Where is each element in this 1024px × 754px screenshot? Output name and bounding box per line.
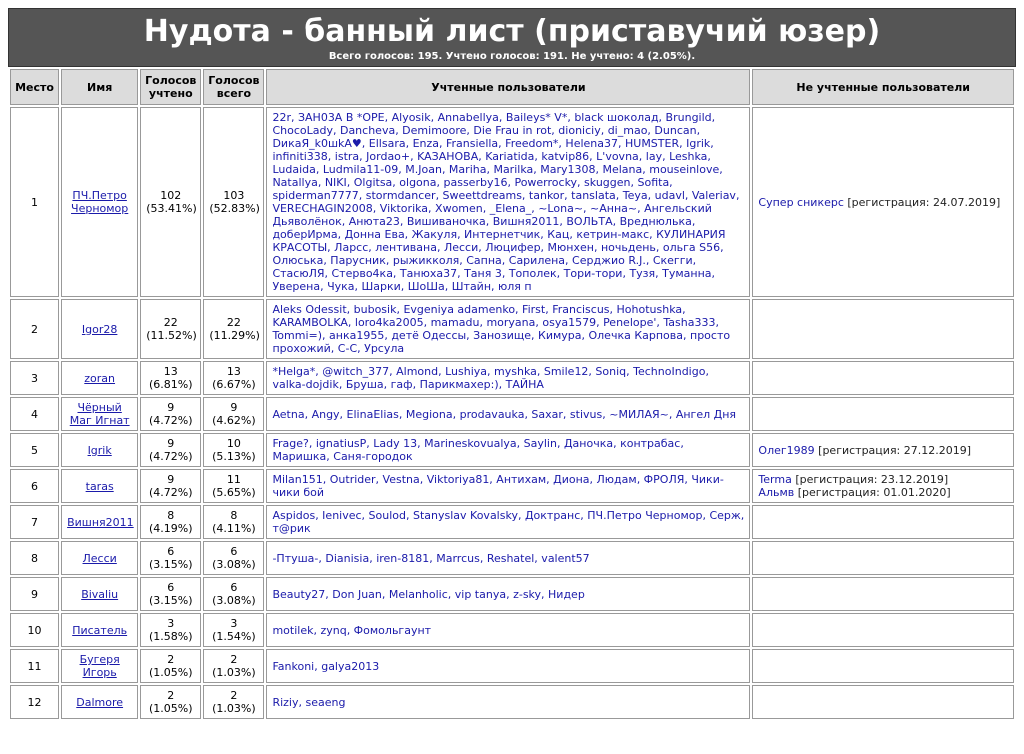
total-value: 2 — [230, 653, 238, 666]
nominee-link[interactable]: Бугеря Игорь — [79, 653, 120, 679]
cell-counted — [140, 505, 201, 539]
cell-total — [203, 299, 264, 359]
registration-date: [регистрация: 24.07.2019] — [843, 195, 1001, 209]
place-value: 10 — [27, 623, 42, 637]
place-value: 3 — [31, 371, 39, 385]
counted-value: 2 — [167, 653, 175, 666]
counted-value: 6 — [167, 545, 175, 558]
nominee-link[interactable]: Dalmore — [76, 695, 124, 709]
place-value: 12 — [27, 695, 42, 709]
cell-place — [10, 361, 59, 395]
cell-name — [61, 361, 138, 395]
total-percent: (6.67%) — [212, 378, 256, 391]
counted-value: 3 — [167, 617, 175, 630]
table-row — [10, 397, 1014, 431]
total-percent: (1.54%) — [212, 630, 256, 643]
cell-place — [10, 469, 59, 503]
cell-counted — [140, 577, 201, 611]
cell-counted — [140, 433, 201, 467]
cell-place — [10, 613, 59, 647]
vote-summary: Всего голосов: 195. Учтено голосов: 191. Не учтено: 4 (2.05%). — [328, 51, 696, 62]
nominee-link[interactable]: Igrik — [87, 443, 112, 457]
total-value: 6 — [230, 581, 238, 594]
total-value: 10 — [226, 437, 241, 450]
total-value: 13 — [226, 365, 241, 378]
cell-counted-users — [266, 541, 750, 575]
results-table — [8, 67, 1016, 721]
cell-counted-users — [266, 469, 750, 503]
counted-users-list[interactable]: Riziy, seaeng — [272, 695, 346, 709]
cell-not-counted-users — [752, 433, 1014, 467]
not-counted-user-link[interactable]: Terma — [758, 473, 792, 486]
table-row — [10, 613, 1014, 647]
counted-percent: (11.52%) — [146, 329, 197, 342]
cell-place — [10, 505, 59, 539]
total-percent: (1.03%) — [212, 666, 256, 679]
counted-users-list[interactable]: Frage?, ignatiusP, Lady 13, Marineskovualya, Saylin, Даночка, контрабас, Маришка, Саня-городок — [272, 437, 684, 463]
cell-total — [203, 577, 264, 611]
cell-total — [203, 107, 264, 297]
table-header-row — [10, 69, 1014, 105]
nominee-link[interactable]: zoran — [84, 371, 116, 385]
nominee-link[interactable]: Лесси — [82, 551, 117, 565]
counted-users-list[interactable]: Aetna, Angy, ElinaElias, Megiona, prodavauka, Saxar, stivus, ~МИЛАЯ~, Ангел Дня — [272, 407, 737, 421]
cell-total — [203, 361, 264, 395]
counted-percent: (1.05%) — [149, 702, 193, 715]
header-counted: Голосов учтено — [140, 69, 201, 105]
counted-value: 9 — [167, 401, 175, 414]
not-counted-user-link[interactable]: Альмв — [758, 486, 795, 499]
cell-not-counted-users — [752, 107, 1014, 297]
registration-date: [регистрация: 23.12.2019] — [791, 473, 949, 486]
cell-counted-users — [266, 613, 750, 647]
counted-users-list[interactable]: *Helga*, @witch_377, Almond, Lushiya, myshka, Smile12, Soniq, TechnoIndigo, valka-dojdik, Бруша, гаф, Парикмахер:), ТАЙНА — [272, 365, 709, 391]
table-row — [10, 469, 1014, 503]
cell-counted — [140, 541, 201, 575]
nominee-link[interactable]: Bivaliu — [81, 587, 119, 601]
table-row — [10, 577, 1014, 611]
total-value: 9 — [230, 401, 238, 414]
cell-name — [61, 685, 138, 719]
cell-name — [61, 649, 138, 683]
cell-total — [203, 505, 264, 539]
total-value: 2 — [230, 689, 238, 702]
cell-counted-users — [266, 505, 750, 539]
place-value: 8 — [31, 551, 39, 565]
counted-users-list[interactable]: motilek, zynq, Фомольгаунт — [272, 623, 432, 637]
cell-total — [203, 469, 264, 503]
counted-percent: (4.72%) — [149, 450, 193, 463]
cell-total — [203, 397, 264, 431]
counted-value: 9 — [167, 473, 175, 486]
cell-not-counted-users — [752, 505, 1014, 539]
counted-value: 13 — [163, 365, 178, 378]
place-value: 1 — [31, 195, 39, 209]
registration-date: [регистрация: 01.01.2020] — [794, 486, 951, 499]
cell-place — [10, 649, 59, 683]
counted-users-list[interactable]: -Птуша-, Dianisia, iren-8181, Marrcus, Reshatel, valent57 — [272, 551, 590, 565]
cell-counted-users — [266, 299, 750, 359]
nominee-link[interactable]: Igor28 — [81, 322, 118, 336]
counted-percent: (4.72%) — [149, 414, 193, 427]
place-value: 2 — [31, 322, 39, 336]
nominee-link[interactable]: Чёрный Маг Игнат — [69, 401, 130, 427]
cell-counted-users — [266, 649, 750, 683]
cell-counted — [140, 299, 201, 359]
header-name: Имя — [61, 69, 138, 105]
cell-total — [203, 685, 264, 719]
nominee-link[interactable]: ПЧ.Петро Черномор — [71, 189, 129, 215]
cell-name — [61, 505, 138, 539]
counted-value: 22 — [163, 316, 178, 329]
cell-counted-users — [266, 397, 750, 431]
cell-not-counted-users — [752, 361, 1014, 395]
cell-counted-users — [266, 361, 750, 395]
counted-percent: (4.72%) — [149, 486, 193, 499]
nominee-link[interactable]: Вишня2011 — [67, 515, 134, 529]
total-percent: (3.08%) — [212, 558, 256, 571]
cell-place — [10, 397, 59, 431]
cell-name — [61, 469, 138, 503]
cell-counted-users — [266, 577, 750, 611]
counted-value: 102 — [160, 189, 182, 202]
counted-value: 9 — [167, 437, 175, 450]
cell-counted-users — [266, 433, 750, 467]
cell-not-counted-users — [752, 577, 1014, 611]
total-value: 6 — [230, 545, 238, 558]
table-row — [10, 107, 1014, 297]
title-box — [8, 8, 1016, 67]
cell-name — [61, 541, 138, 575]
total-percent: (5.13%) — [212, 450, 256, 463]
counted-percent: (3.15%) — [149, 594, 193, 607]
total-percent: (52.83%) — [209, 202, 260, 215]
counted-value: 8 — [167, 509, 175, 522]
table-row — [10, 433, 1014, 467]
table-row — [10, 685, 1014, 719]
not-counted-user-link[interactable]: Олег1989 — [758, 443, 815, 457]
cell-total — [203, 613, 264, 647]
header-total: Голосов всего — [203, 69, 264, 105]
cell-counted — [140, 685, 201, 719]
results-page — [8, 8, 1016, 721]
counted-percent: (6.81%) — [149, 378, 193, 391]
counted-users-list[interactable]: 22r, ЗАН03А В *ОРЕ, Alyosik, Annabellya, Baileys* V*, black шоколад, Brungild, ChocoLady, Dancheva, Demimoore, Die Frau in rot, dioniciy, di_mao, Duncan, DикаЯ_k0шkA♥, Ellsara, Enza, Fransiella, Freedom*, Helena37, HUMSTER, Igrik, infiniti338, istra, Jordao+, KAЗАНОВА, Kariatida, katvip86, L'vovna, lay, Leshka, Ludaida, Ludmila11-09, M.Joan, Mariha, Marilka, Mary1308, Melana, mouseinlove, Natallya, NIKI, Olgitsa, olgona, passerby16, Powerrocky, skuggen, Sofita, spiderman7777, stormdancer, Sweettdreams, tankor, tanslata, Teya, udavl, Valeriav, VERECHAGIN2008, Viktorika, Xwomen, _Elena_, ~Lona~, ~Анна~, Ангельский Дьяволёнок, Анюта23, Вишиваночка, Вишня2011, ВОЛЬТА, Вреднюлька, доберИрма, Донна Ева, Жакуля, Интернетчик, Кац, кетрин-макс, КУЛИНАРИЯ КРАСОТЫ, Ларсс, лентивана, Лесси, Люцифер, Мюнхен, ночьдень, ольга S56, Олюська, Парусник, рыжикколя, Сапна, Сарилена, Серджио R.J., Скегги, СтасюЛЯ, Стерво4ка, Танюха37, Таня 3, Тополек, Тори-тори, Тузя, Туманна, Уверена, Чука, Шарки, ШоШа, Штайн, юля п — [272, 111, 740, 293]
total-percent: (11.29%) — [209, 329, 260, 342]
cell-name — [61, 299, 138, 359]
total-value: 8 — [230, 509, 238, 522]
counted-percent: (3.15%) — [149, 558, 193, 571]
cell-total — [203, 649, 264, 683]
table-row — [10, 361, 1014, 395]
place-value: 11 — [27, 659, 42, 673]
cell-counted — [140, 649, 201, 683]
not-counted-user-link[interactable]: Супер сникерс — [758, 195, 844, 209]
counted-users-list[interactable]: Milan151, Outrider, Vestna, Viktoriya81, Антихам, Диона, Людам, ФРОЛЯ, Чики-чики бой — [272, 473, 724, 499]
cell-place — [10, 107, 59, 297]
cell-place — [10, 685, 59, 719]
cell-name — [61, 433, 138, 467]
cell-not-counted-users — [752, 685, 1014, 719]
counted-users-list[interactable]: Aleks Odessit, bubosik, Evgeniya adamenko, First, Franciscus, Hohotushka, KARAMBOLKA, loro4ka2005, mamadu, moryana, osya1579, Penelope', Tasha333, Tommi=), анка1955, детё Одессы, Занозище, Кимура, Олечка Карпова, просто прохожий, С-С, Урсула — [272, 303, 731, 355]
total-percent: (4.11%) — [212, 522, 256, 535]
place-value: 4 — [31, 407, 39, 421]
cell-counted — [140, 469, 201, 503]
registration-date: [регистрация: 27.12.2019] — [814, 443, 972, 457]
cell-counted — [140, 107, 201, 297]
header-place: Место — [10, 69, 59, 105]
total-value: 22 — [226, 316, 241, 329]
place-value: 7 — [31, 515, 39, 529]
cell-not-counted-users — [752, 299, 1014, 359]
cell-name — [61, 397, 138, 431]
cell-not-counted-users — [752, 649, 1014, 683]
counted-users-list[interactable]: Beauty27, Don Juan, Melanholic, vip tanya, z-sky, Нидер — [272, 587, 585, 601]
cell-place — [10, 577, 59, 611]
table-row — [10, 541, 1014, 575]
cell-name — [61, 577, 138, 611]
cell-not-counted-users — [752, 469, 1014, 503]
cell-total — [203, 433, 264, 467]
cell-not-counted-users — [752, 397, 1014, 431]
cell-counted-users — [266, 685, 750, 719]
table-row — [10, 505, 1014, 539]
cell-not-counted-users — [752, 541, 1014, 575]
cell-place — [10, 433, 59, 467]
place-value: 6 — [31, 479, 39, 493]
counted-users-list[interactable]: Aspidos, Ienivec, Soulod, Stanyslav Kovalsky, Доктранс, ПЧ.Петро Черномор, Серж, т@рик — [272, 509, 745, 535]
cell-counted — [140, 397, 201, 431]
cell-counted-users — [266, 107, 750, 297]
counted-value: 2 — [167, 689, 175, 702]
nominee-link[interactable]: Писатель — [72, 623, 128, 637]
total-value: 3 — [230, 617, 238, 630]
total-percent: (5.65%) — [212, 486, 256, 499]
cell-name — [61, 613, 138, 647]
total-percent: (3.08%) — [212, 594, 256, 607]
cell-place — [10, 299, 59, 359]
total-percent: (1.03%) — [212, 702, 256, 715]
counted-percent: (1.58%) — [149, 630, 193, 643]
cell-not-counted-users — [752, 613, 1014, 647]
counted-percent: (1.05%) — [149, 666, 193, 679]
header-users: Учтенные пользователи — [266, 69, 750, 105]
table-row — [10, 299, 1014, 359]
page-title: Нудота - банный лист (приставучий юзер) — [143, 14, 881, 49]
place-value: 9 — [31, 587, 39, 601]
table-row — [10, 649, 1014, 683]
total-value: 11 — [226, 473, 241, 486]
cell-total — [203, 541, 264, 575]
total-value: 103 — [223, 189, 245, 202]
nominee-link[interactable]: taras — [85, 479, 114, 493]
place-value: 5 — [31, 443, 39, 457]
cell-counted — [140, 613, 201, 647]
cell-counted — [140, 361, 201, 395]
counted-percent: (4.19%) — [149, 522, 193, 535]
counted-value: 6 — [167, 581, 175, 594]
cell-place — [10, 541, 59, 575]
counted-users-list[interactable]: Fankoni, galya2013 — [272, 659, 380, 673]
cell-name — [61, 107, 138, 297]
header-not-counted: Не учтенные пользователи — [752, 69, 1014, 105]
counted-percent: (53.41%) — [146, 202, 197, 215]
total-percent: (4.62%) — [212, 414, 256, 427]
